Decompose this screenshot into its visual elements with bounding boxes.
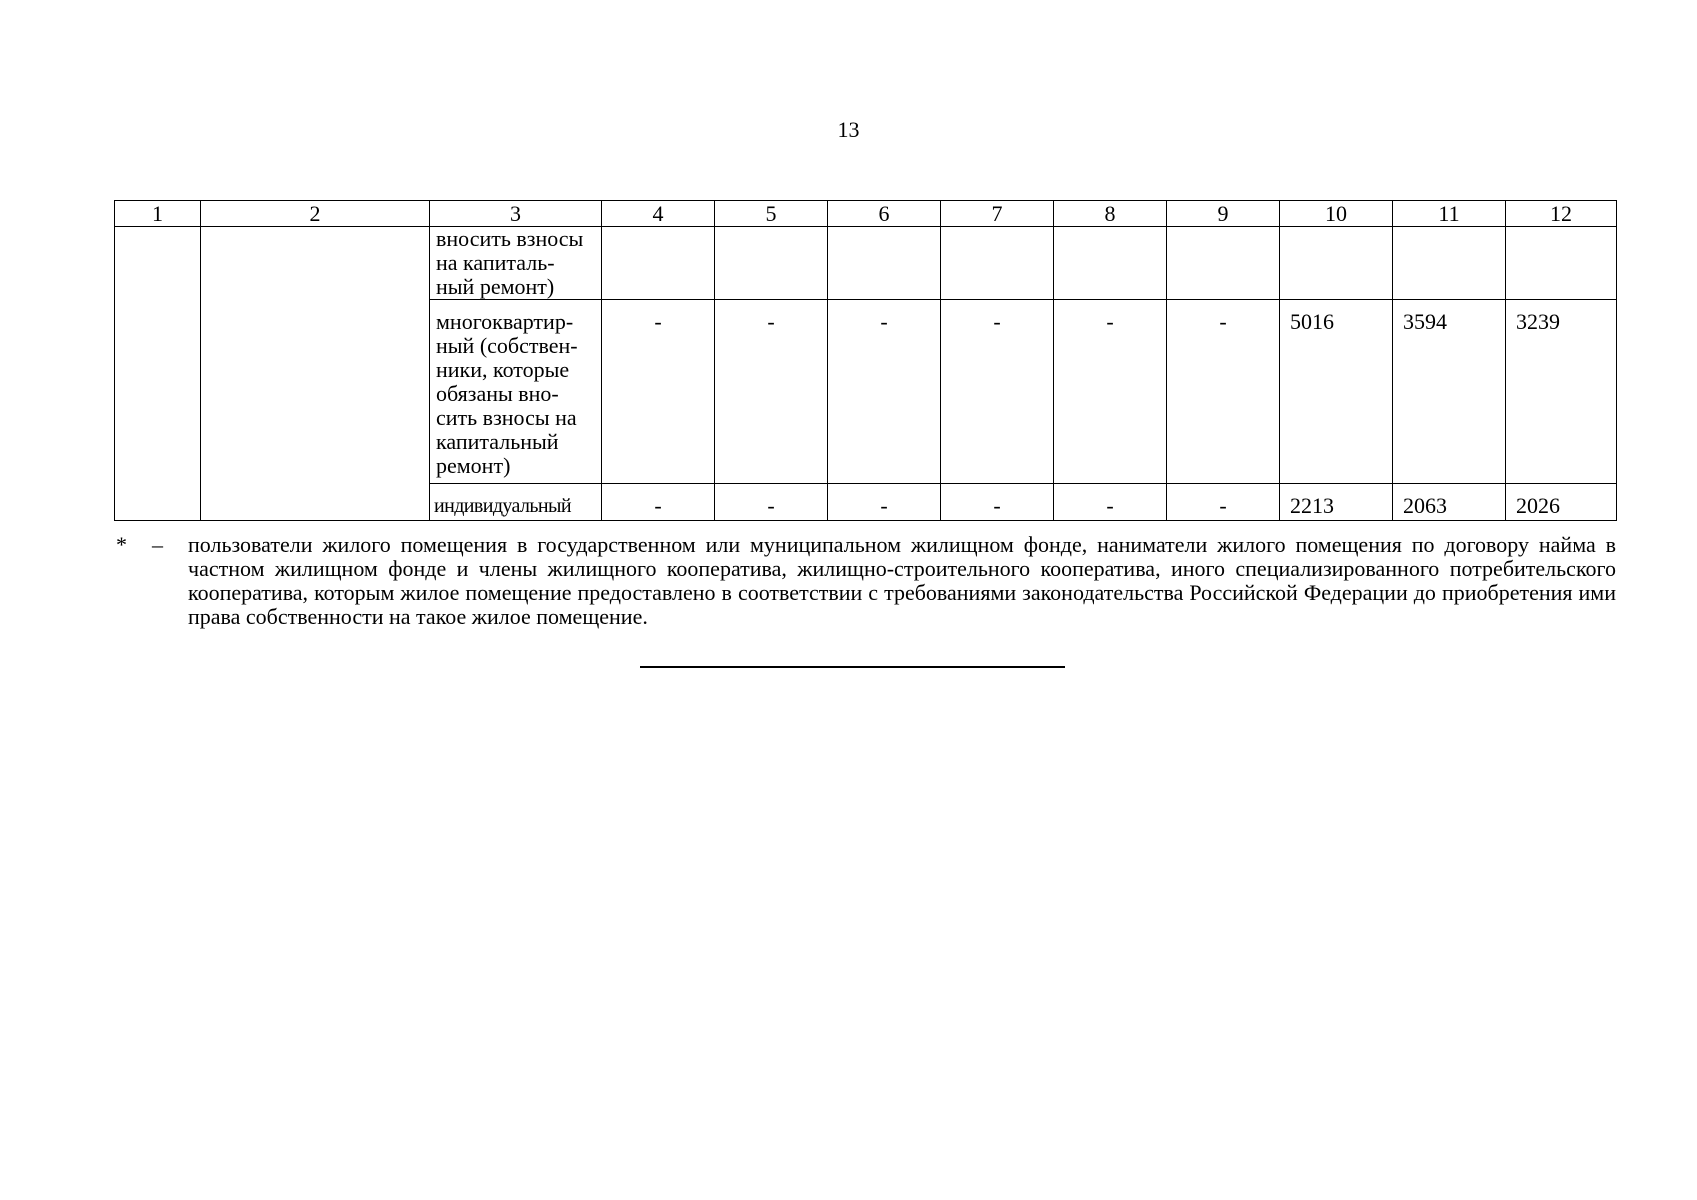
column-header: 7 xyxy=(941,201,1054,227)
table-cell-housing-type: вносить взносы на капиталь- ный ремонт) xyxy=(430,227,602,300)
column-header: 2 xyxy=(201,201,430,227)
table-cell-value: - xyxy=(602,300,715,484)
footnote-dash: – xyxy=(152,532,163,557)
end-of-document-rule xyxy=(640,666,1065,668)
table-cell-value: - xyxy=(941,300,1054,484)
column-header: 6 xyxy=(828,201,941,227)
table-cell-value xyxy=(1054,227,1167,300)
column-header: 4 xyxy=(602,201,715,227)
table-cell-value: - xyxy=(1054,484,1167,521)
column-header: 11 xyxy=(1393,201,1506,227)
table-cell-value xyxy=(941,227,1054,300)
table-cell-col1 xyxy=(115,227,201,521)
table-cell-housing-type: многоквартир- ный (собствен- ники, которые обязаны вно- сить взносы на капитальный ремонт) xyxy=(430,300,602,484)
column-header: 9 xyxy=(1167,201,1280,227)
table-header-row xyxy=(115,201,1617,227)
table-cell-value xyxy=(1393,227,1506,300)
table-cell-value: 2026 xyxy=(1506,484,1617,521)
table-cell-value xyxy=(1167,227,1280,300)
column-header: 12 xyxy=(1506,201,1617,227)
column-header: 10 xyxy=(1280,201,1393,227)
table-cell-value: - xyxy=(602,484,715,521)
footnote xyxy=(114,533,1616,629)
table-row xyxy=(115,227,1617,300)
column-header: 5 xyxy=(715,201,828,227)
table-cell-value: - xyxy=(1054,300,1167,484)
table-cell-value xyxy=(828,227,941,300)
table-cell-value: 5016 xyxy=(1280,300,1393,484)
footnote-text: пользователи жилого помещения в государственном или муниципальном жилищном фонде, наниматели жилого помещения по договору найма в частном жилищном фонде и члены жилищного кооператива, жилищно-строительного кооператива, иного специализированного потребительского кооператива, которым жилое помещение предоставлено в соответствии с требованиями законодательства Российской Федерации до приобретения ими права собственности на такое жилое помещение. xyxy=(188,532,1616,629)
table-cell-value: - xyxy=(1167,300,1280,484)
page-number: 13 xyxy=(837,117,860,142)
table-cell-value xyxy=(1280,227,1393,300)
column-header: 8 xyxy=(1054,201,1167,227)
table-cell-value: 2213 xyxy=(1280,484,1393,521)
table-cell-value: - xyxy=(715,484,828,521)
table-cell-value xyxy=(1506,227,1617,300)
table-cell-col2 xyxy=(201,227,430,521)
table-cell-value: - xyxy=(828,484,941,521)
table-cell-value xyxy=(715,227,828,300)
column-header: 3 xyxy=(430,201,602,227)
table-cell-value xyxy=(602,227,715,300)
data-table xyxy=(114,200,1617,521)
table-cell-value: - xyxy=(715,300,828,484)
table-cell-value: - xyxy=(941,484,1054,521)
column-header: 1 xyxy=(115,201,201,227)
table-cell-value: 3594 xyxy=(1393,300,1506,484)
table-cell-value: 3239 xyxy=(1506,300,1617,484)
table-cell-value: - xyxy=(1167,484,1280,521)
table-cell-housing-type: индивидуальный xyxy=(430,484,602,521)
table-cell-value: - xyxy=(828,300,941,484)
table-cell-value: 2063 xyxy=(1393,484,1506,521)
footnote-mark: * xyxy=(116,532,127,557)
